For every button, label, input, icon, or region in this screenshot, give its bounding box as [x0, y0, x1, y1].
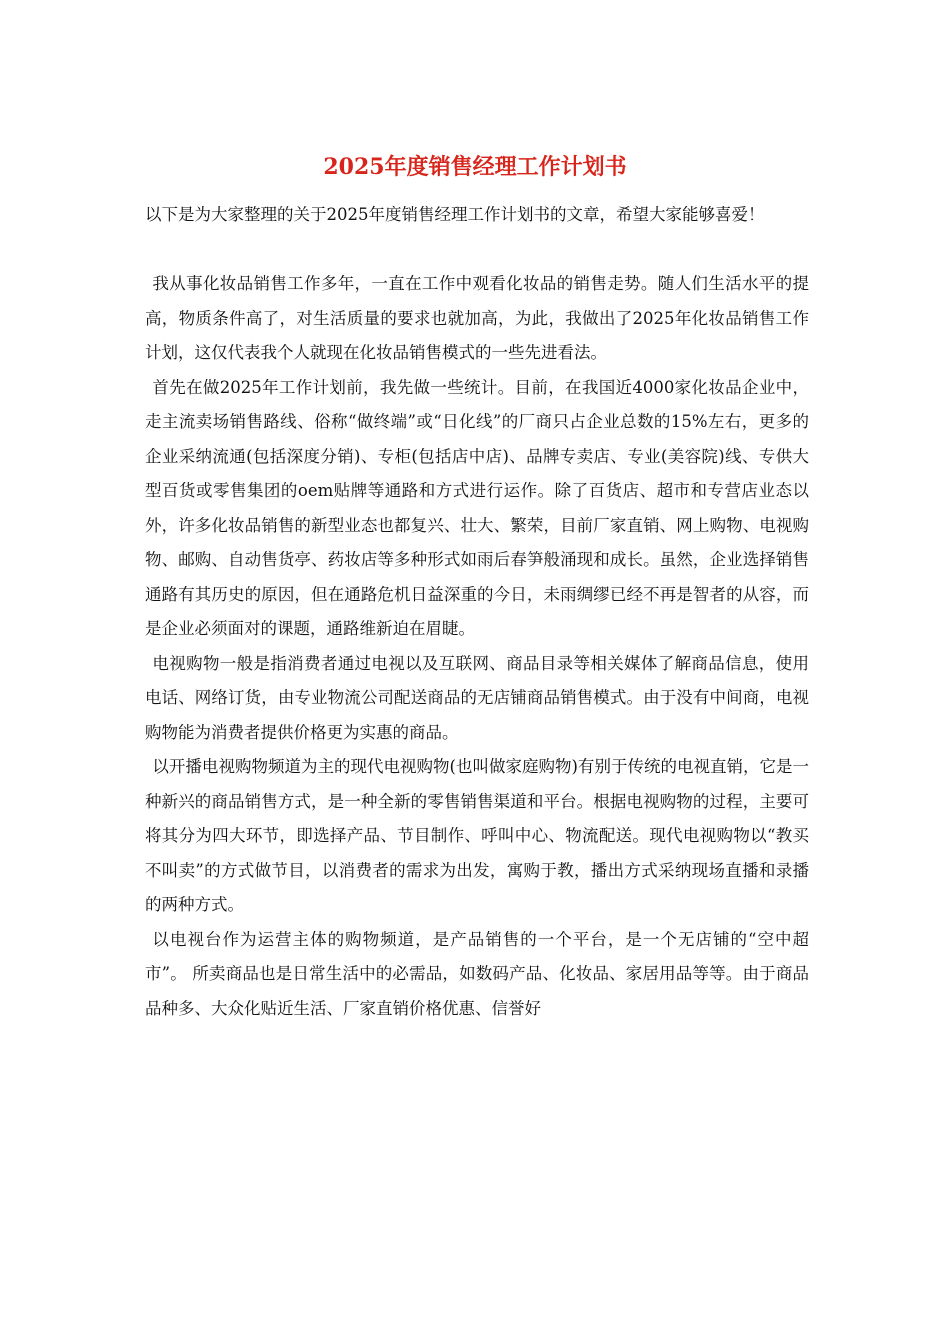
body-paragraph-2: 首先在做2025年工作计划前，我先做一些统计。目前，在我国近4000家化妆品企业中，走主流卖场销售路线、俗称“做终端”或“日化线”的厂商只占企业总数的15%左右，更多的企业采纳流通(包括深度分销)、专柜(包括店中店)、品牌专卖店、专业(美容院)线、专供大型百货或零售集团的oem贴牌等通路和方式进行运作。除了百货店、超市和专营店业态以外，许多化妆品销售的新型业态也都复兴、壮大、繁荣，目前厂家直销、网上购物、电视购物、邮购、自动售货亭、药妆店等多种形式如雨后春笋般涌现和成长。虽然，企业选择销售通路有其历史的原因，但在通路危机日益深重的今日，未雨绸缪已经不再是智者的从容，而是企业必须面对的课题，通路维新迫在眉睫。: [145, 377, 809, 638]
body-paragraph-1: 我从事化妆品销售工作多年，一直在工作中观看化妆品的销售走势。随人们生活水平的提高，物质条件高了，对生活质量的要求也就加高，为此，我做出了2025年化妆品销售工作计划，这仅代表我个人就现在化妆品销售模式的一些先进看法。: [145, 274, 809, 362]
document-body: [145, 198, 809, 1026]
body-paragraph-5: 以电视台作为运营主体的购物频道，是产品销售的一个平台，是一个无店铺的“空中超市”。 所卖商品也是日常生活中的必需品，如数码产品、化妆品、家居用品等等。由于商品品种多、大众化贴近生活、厂家直销价格优惠、信誉好: [145, 929, 809, 1018]
body-paragraph-4: 以开播电视购物频道为主的现代电视购物(也叫做家庭购物)有别于传统的电视直销，它是一种新兴的商品销售方式，是一种全新的零售销售渠道和平台。根据电视购物的过程，主要可将其分为四大环节，即选择产品、节目制作、呼叫中心、物流配送。现代电视购物以“教买不叫卖”的方式做节目，以消费者的需求为出发，寓购于教，播出方式采纳现场直播和录播的两种方式。: [145, 757, 809, 914]
blank-line: [145, 233, 809, 268]
body-paragraph-3: 电视购物一般是指消费者通过电视以及互联网、商品目录等相关媒体了解商品信息，使用电话、网络订货，由专业物流公司配送商品的无店铺商品销售模式。由于没有中间商，电视购物能为消费者提供价格更为实惠的商品。: [145, 653, 809, 742]
document-title: 2025年度销售经理工作计划书: [323, 154, 627, 180]
intro-paragraph: 以下是为大家整理的关于2025年度销售经理工作计划书的文章，希望大家能够喜爱！: [145, 205, 765, 224]
